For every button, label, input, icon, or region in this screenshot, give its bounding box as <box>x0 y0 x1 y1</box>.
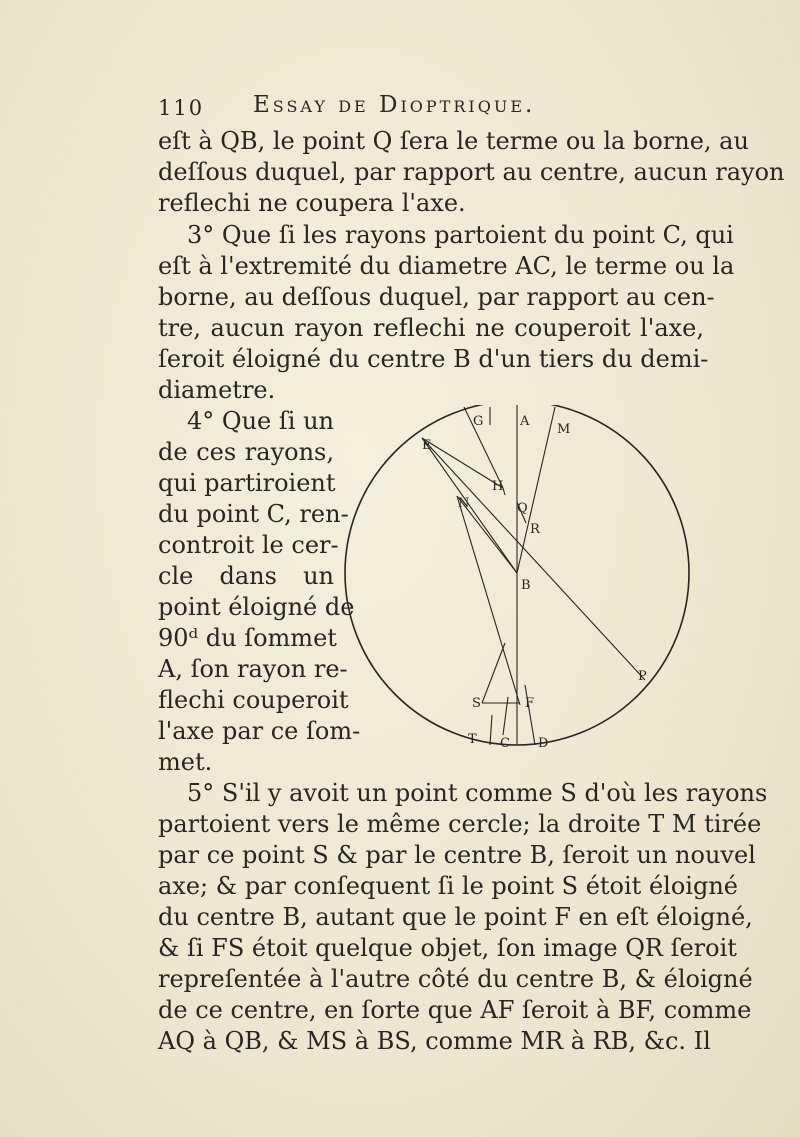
label-e: E <box>422 438 432 453</box>
text-line: axe; & par conſequent ſi le point S étoit éloigné <box>158 872 738 900</box>
label-a: A <box>520 414 530 429</box>
text-line: deſſous duquel, par rapport au centre, aucun rayon <box>158 158 785 186</box>
text-line: flechi couperoit <box>158 686 349 714</box>
label-r: R <box>530 522 540 537</box>
geometric-figure <box>340 405 690 769</box>
running-title: Essay de Dioptrique. <box>253 92 536 118</box>
label-d: D <box>538 736 549 751</box>
text-line: par ce point S & par le centre B, ſeroit un nouvel <box>158 841 756 869</box>
label-g: G <box>473 414 484 429</box>
text-line: 5° S'il y avoit un point comme S d'où les rayons <box>187 779 768 807</box>
label-m: M <box>557 422 571 437</box>
circle-diagram <box>340 405 690 765</box>
text-line: eſt à QB, le point Q ſera le terme ou la borne, au <box>158 127 749 155</box>
text-line: partoient vers le même cercle; la droite T M tirée <box>158 810 762 838</box>
page-number: 110 <box>158 96 205 120</box>
label-b: B <box>521 578 531 593</box>
text-line: met. <box>158 748 213 776</box>
text-line: qui partiroient <box>158 469 336 497</box>
text-line: controit le cer- <box>158 531 339 559</box>
text-line: cle dans un <box>158 562 334 590</box>
label-c: C <box>500 736 510 751</box>
text-line: 3° Que ſi les rayons partoient du point C, qui <box>187 221 734 249</box>
text-line: reflechi ne coupera l'axe. <box>158 189 466 217</box>
label-s: S <box>472 696 481 711</box>
label-p: P <box>638 669 647 684</box>
label-n: N <box>458 496 470 511</box>
label-t: T <box>468 732 477 747</box>
text-line: borne, au deſſous duquel, par rapport au cen- <box>158 283 715 311</box>
text-line: tre, aucun rayon reflechi ne couperoit l'axe, <box>158 314 704 342</box>
text-line: 4° Que ſi un <box>187 407 334 435</box>
text-line: repreſentée à l'autre côté du centre B, & éloigné <box>158 965 753 993</box>
text-line: l'axe par ce ſom- <box>158 717 361 745</box>
text-line: ſeroit éloigné du centre B d'un tiers du demi- <box>158 345 709 373</box>
text-line: & ſi FS étoit quelque objet, ſon image QR ſeroit <box>158 934 737 962</box>
text-line: A, ſon rayon re- <box>158 655 348 683</box>
text-line: 90ᵈ du ſommet <box>158 624 337 652</box>
figure-labels <box>422 414 647 751</box>
text-line: de ces rayons, <box>158 438 334 466</box>
text-line: diametre. <box>158 376 276 404</box>
text-line: du centre B, autant que le point F en eſt éloigné, <box>158 903 753 931</box>
running-head <box>158 92 718 126</box>
text-line: point éloigné de <box>158 593 355 621</box>
label-h: H <box>492 479 504 494</box>
label-f: F <box>525 696 535 711</box>
label-q: Q <box>517 501 528 516</box>
text-line: eſt à l'extremité du diametre AC, le terme ou la <box>158 252 735 280</box>
text-line: de ce centre, en ſorte que AF ſeroit à BF, comme <box>158 996 752 1024</box>
text-line: du point C, ren- <box>158 500 349 528</box>
text-line: AQ à QB, & MS à BS, comme MR à RB, &c. Il <box>158 1027 711 1055</box>
